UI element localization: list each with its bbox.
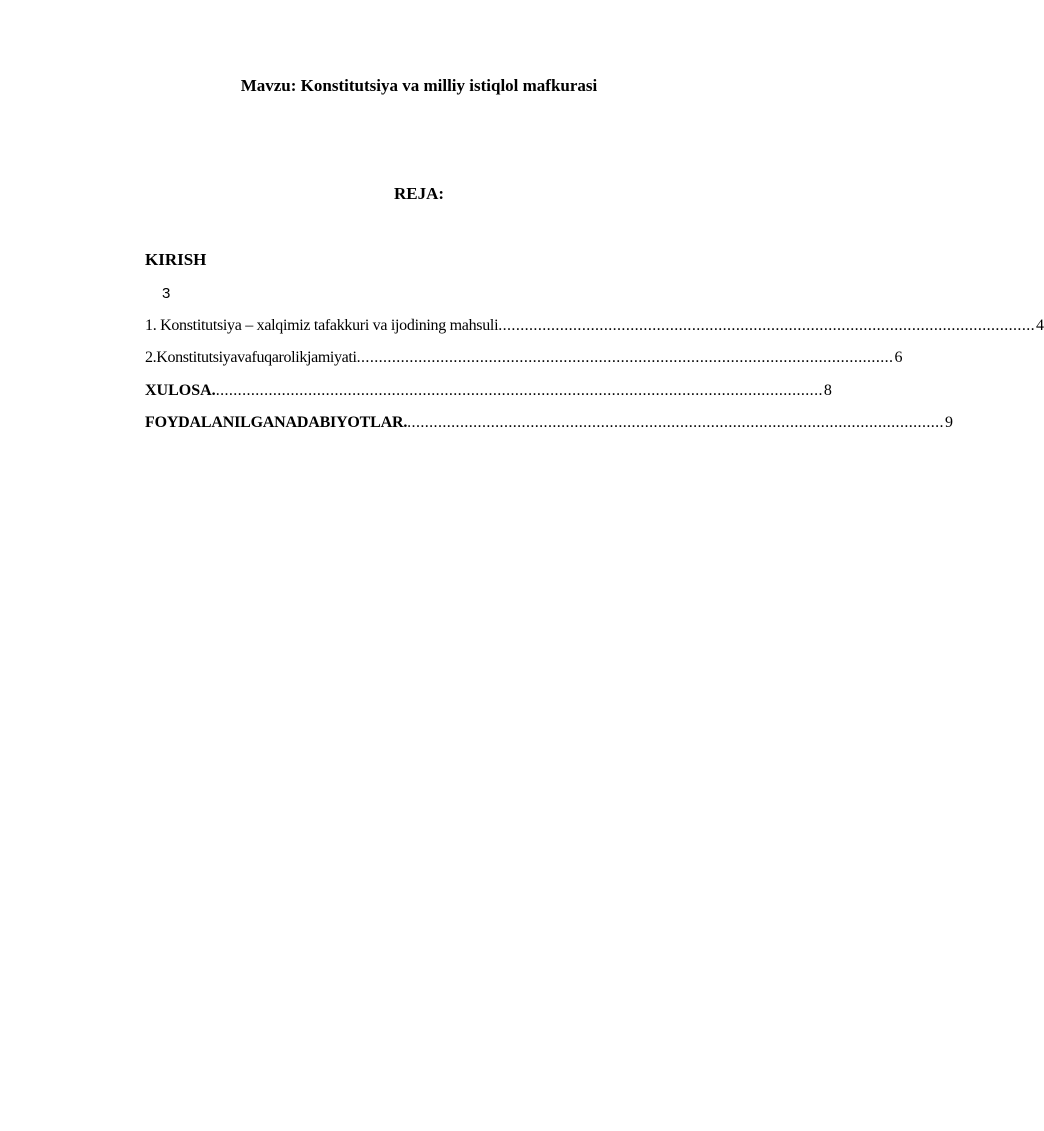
toc-entry-label: 2.Konstitutsiyavafuqarolikjamiyati: [145, 349, 357, 366]
intro-heading: KIRISH: [145, 250, 207, 269]
toc-entry-label: 1. Konstitutsiya – xalqimiz tafakkuri va ijodining mahsuli: [145, 317, 499, 334]
plan-heading: REJA:: [393, 184, 445, 203]
toc-leader-dots: ..........................................................................................................................: [407, 414, 944, 431]
toc-leader-dots: ..........................................................................................................................: [498, 317, 1036, 334]
toc-entry: [145, 317, 1044, 335]
toc-entry-label: XULOSA.: [145, 382, 216, 399]
toc-page-number: 6: [894, 349, 903, 366]
toc-page-number: 8: [823, 382, 832, 399]
toc-page-number: 9: [944, 414, 953, 431]
intro-page-number: 3: [162, 285, 171, 302]
toc-entry: [145, 349, 903, 367]
toc-leader-dots: ..........................................................................................................................: [356, 349, 894, 366]
document-title: Mavzu: Konstitutsiya va milliy istiqlol mafkurasi: [240, 76, 598, 95]
toc-entry: [145, 414, 953, 432]
toc-page-number: 4: [1036, 317, 1044, 334]
toc-leader-dots: ..........................................................................................................................................: [215, 382, 823, 399]
toc-entry-label: FOYDALANILGANADABIYOTLAR.: [145, 414, 408, 431]
toc-entry: [145, 382, 832, 400]
